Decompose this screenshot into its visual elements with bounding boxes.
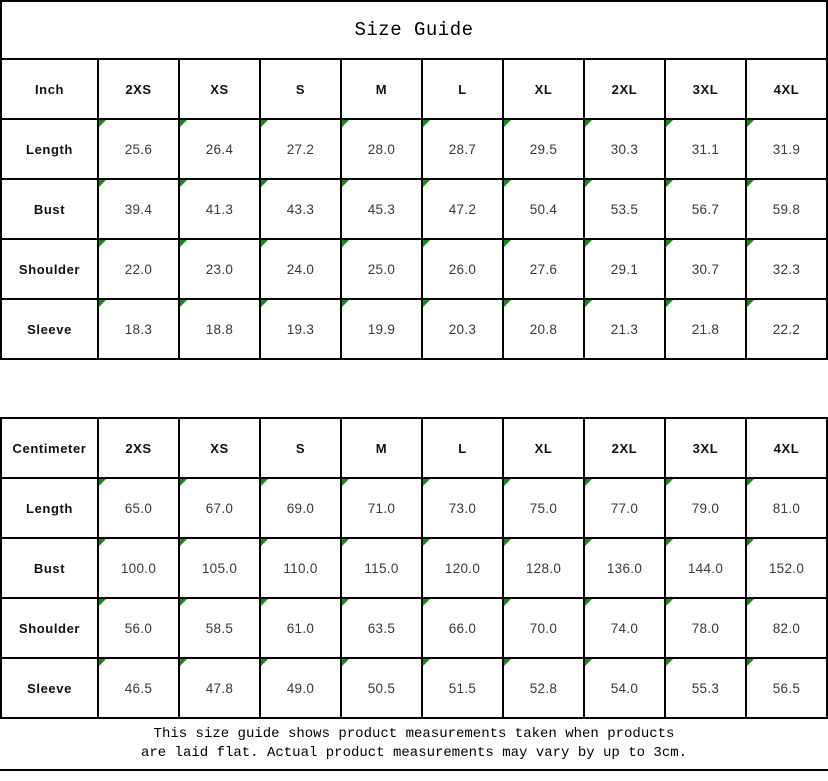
value-cell: [98, 119, 179, 179]
value-cell: [503, 478, 584, 538]
cell-flag-marker: [423, 659, 430, 666]
value-cell: [422, 598, 503, 658]
cell-flag-marker: [261, 599, 268, 606]
cell-flag-marker: [585, 240, 592, 247]
value-text: 78.0: [691, 620, 720, 636]
page-title: Size Guide: [0, 0, 828, 58]
value-text: 58.5: [205, 620, 234, 636]
value-text: 41.3: [205, 201, 234, 217]
value-text: 20.8: [529, 321, 558, 337]
value-text: 43.3: [286, 201, 315, 217]
cell-flag-marker: [180, 539, 187, 546]
cell-flag-marker: [585, 539, 592, 546]
value-cell: [584, 299, 665, 359]
value-text: 56.5: [772, 680, 801, 696]
value-text: 55.3: [691, 680, 720, 696]
value-text: 136.0: [606, 560, 643, 576]
size-header-cell: XL: [503, 418, 584, 478]
value-text: 18.3: [124, 321, 153, 337]
value-cell: [665, 598, 746, 658]
value-cell: [746, 478, 827, 538]
value-cell: [260, 119, 341, 179]
cell-flag-marker: [261, 120, 268, 127]
row-label-cell: Shoulder: [1, 598, 98, 658]
cell-flag-marker: [99, 300, 106, 307]
value-text: 19.3: [286, 321, 315, 337]
measurement-row: [1, 119, 827, 179]
cell-flag-marker: [99, 479, 106, 486]
value-cell: [341, 538, 422, 598]
value-cell: [503, 299, 584, 359]
value-text: 31.9: [772, 141, 801, 157]
value-cell: [584, 538, 665, 598]
value-cell: [260, 299, 341, 359]
value-text: 19.9: [367, 321, 396, 337]
value-cell: [179, 179, 260, 239]
size-header-cell: M: [341, 59, 422, 119]
value-cell: [260, 538, 341, 598]
value-text: 110.0: [283, 560, 318, 576]
value-text: 46.5: [124, 680, 153, 696]
value-cell: [665, 239, 746, 299]
cell-flag-marker: [666, 120, 673, 127]
cell-flag-marker: [423, 599, 430, 606]
value-text: 22.2: [772, 321, 801, 337]
value-cell: [665, 119, 746, 179]
value-cell: [422, 239, 503, 299]
value-cell: [584, 658, 665, 718]
cell-flag-marker: [504, 599, 511, 606]
value-cell: [746, 598, 827, 658]
cell-flag-marker: [585, 300, 592, 307]
value-text: 47.2: [448, 201, 477, 217]
cell-flag-marker: [747, 539, 754, 546]
value-cell: [179, 598, 260, 658]
value-text: 144.0: [687, 560, 724, 576]
value-cell: [260, 598, 341, 658]
value-text: 50.4: [529, 201, 558, 217]
size-header-cell: 3XL: [665, 418, 746, 478]
cell-flag-marker: [666, 240, 673, 247]
value-text: 56.0: [124, 620, 153, 636]
value-text: 39.4: [124, 201, 153, 217]
cell-flag-marker: [261, 180, 268, 187]
value-cell: [584, 478, 665, 538]
value-text: 49.0: [286, 680, 315, 696]
size-header-cell: 3XL: [665, 59, 746, 119]
size-header-cell: S: [260, 59, 341, 119]
value-cell: [584, 239, 665, 299]
cell-flag-marker: [342, 599, 349, 606]
cell-flag-marker: [261, 240, 268, 247]
cell-flag-marker: [180, 240, 187, 247]
value-text: 51.5: [448, 680, 477, 696]
unit-header-cell: Inch: [1, 59, 98, 119]
value-text: 63.5: [367, 620, 396, 636]
value-cell: [746, 299, 827, 359]
value-cell: [665, 658, 746, 718]
value-cell: [341, 179, 422, 239]
value-text: 50.5: [367, 680, 396, 696]
value-text: 70.0: [529, 620, 558, 636]
size-header-row: [1, 418, 827, 478]
size-header-cell: XS: [179, 59, 260, 119]
value-cell: [746, 119, 827, 179]
value-cell: [584, 598, 665, 658]
size-header-cell: M: [341, 418, 422, 478]
value-text: 45.3: [367, 201, 396, 217]
value-cell: [584, 119, 665, 179]
value-cell: [422, 299, 503, 359]
cell-flag-marker: [423, 539, 430, 546]
value-cell: [503, 598, 584, 658]
value-text: 47.8: [205, 680, 234, 696]
size-header-row: [1, 59, 827, 119]
cell-flag-marker: [342, 300, 349, 307]
value-text: 24.0: [286, 261, 315, 277]
value-cell: [422, 658, 503, 718]
size-header-cell: XL: [503, 59, 584, 119]
footer-line-1: This size guide shows product measurements taken when products: [153, 726, 675, 742]
value-cell: [179, 538, 260, 598]
row-label-cell: Sleeve: [1, 299, 98, 359]
row-label-cell: Bust: [1, 538, 98, 598]
size-header-cell: 2XS: [98, 418, 179, 478]
cell-flag-marker: [342, 659, 349, 666]
value-text: 81.0: [772, 500, 801, 516]
value-cell: [98, 658, 179, 718]
size-header-cell: 2XL: [584, 59, 665, 119]
value-cell: [98, 179, 179, 239]
value-text: 54.0: [610, 680, 639, 696]
cell-flag-marker: [747, 659, 754, 666]
unit-header-cell: Centimeter: [1, 418, 98, 478]
cell-flag-marker: [585, 180, 592, 187]
size-header-cell: XS: [179, 418, 260, 478]
cell-flag-marker: [585, 659, 592, 666]
value-cell: [746, 538, 827, 598]
inch-size-table: [0, 58, 828, 360]
cell-flag-marker: [504, 659, 511, 666]
value-cell: [341, 478, 422, 538]
value-text: 25.6: [124, 141, 153, 157]
cell-flag-marker: [261, 539, 268, 546]
value-cell: [422, 538, 503, 598]
row-label-cell: Length: [1, 478, 98, 538]
cell-flag-marker: [423, 240, 430, 247]
value-text: 100.0: [120, 560, 157, 576]
footer-line-2: are laid flat. Actual product measurements may vary by up to 3cm.: [140, 745, 688, 761]
cell-flag-marker: [342, 120, 349, 127]
cell-flag-marker: [99, 539, 106, 546]
cell-flag-marker: [747, 300, 754, 307]
value-text: 28.7: [448, 141, 477, 157]
value-text: 75.0: [529, 500, 558, 516]
centimeter-size-table: [0, 417, 828, 719]
value-text: 23.0: [205, 261, 234, 277]
value-cell: [665, 299, 746, 359]
value-cell: [341, 119, 422, 179]
value-text: 69.0: [286, 500, 315, 516]
value-cell: [503, 239, 584, 299]
cell-flag-marker: [99, 240, 106, 247]
value-text: 105.0: [201, 560, 238, 576]
value-cell: [98, 478, 179, 538]
table-gap: [0, 360, 828, 417]
cell-flag-marker: [180, 300, 187, 307]
value-cell: [179, 119, 260, 179]
value-text: 22.0: [124, 261, 153, 277]
size-header-cell: S: [260, 418, 341, 478]
value-text: 65.0: [124, 500, 153, 516]
cell-flag-marker: [180, 599, 187, 606]
value-cell: [503, 538, 584, 598]
value-text: 25.0: [367, 261, 396, 277]
value-text: 61.0: [286, 620, 315, 636]
cell-flag-marker: [504, 539, 511, 546]
value-cell: [341, 658, 422, 718]
row-label-cell: Bust: [1, 179, 98, 239]
value-cell: [98, 299, 179, 359]
value-cell: [341, 598, 422, 658]
size-header-cell: L: [422, 59, 503, 119]
cell-flag-marker: [423, 180, 430, 187]
cell-flag-marker: [180, 659, 187, 666]
cell-flag-marker: [585, 599, 592, 606]
value-cell: [746, 179, 827, 239]
value-cell: [179, 478, 260, 538]
cell-flag-marker: [180, 120, 187, 127]
value-text: 74.0: [610, 620, 639, 636]
cell-flag-marker: [99, 120, 106, 127]
value-text: 152.0: [768, 560, 805, 576]
value-cell: [422, 179, 503, 239]
cell-flag-marker: [504, 479, 511, 486]
row-label-cell: Shoulder: [1, 239, 98, 299]
row-label-cell: Length: [1, 119, 98, 179]
value-cell: [503, 179, 584, 239]
value-cell: [260, 239, 341, 299]
value-cell: [665, 179, 746, 239]
cell-flag-marker: [504, 240, 511, 247]
cell-flag-marker: [747, 479, 754, 486]
value-cell: [179, 239, 260, 299]
cell-flag-marker: [342, 539, 349, 546]
value-text: 128.0: [525, 560, 562, 576]
cell-flag-marker: [99, 659, 106, 666]
value-cell: [98, 239, 179, 299]
value-text: 32.3: [772, 261, 801, 277]
value-cell: [422, 119, 503, 179]
value-cell: [98, 598, 179, 658]
cell-flag-marker: [666, 300, 673, 307]
value-cell: [341, 239, 422, 299]
cell-flag-marker: [261, 659, 268, 666]
cell-flag-marker: [504, 180, 511, 187]
cell-flag-marker: [666, 539, 673, 546]
cell-flag-marker: [747, 120, 754, 127]
cell-flag-marker: [747, 240, 754, 247]
value-cell: [260, 658, 341, 718]
value-text: 30.3: [610, 141, 639, 157]
value-text: 21.8: [691, 321, 720, 337]
value-cell: [179, 299, 260, 359]
value-text: 67.0: [205, 500, 234, 516]
value-cell: [260, 478, 341, 538]
size-header-cell: 2XS: [98, 59, 179, 119]
value-text: 71.0: [367, 500, 396, 516]
cell-flag-marker: [666, 599, 673, 606]
cell-flag-marker: [423, 300, 430, 307]
cell-flag-marker: [585, 479, 592, 486]
cell-flag-marker: [180, 479, 187, 486]
cell-flag-marker: [99, 180, 106, 187]
cell-flag-marker: [342, 240, 349, 247]
value-text: 28.0: [367, 141, 396, 157]
cell-flag-marker: [423, 120, 430, 127]
value-text: 82.0: [772, 620, 801, 636]
measurement-row: [1, 239, 827, 299]
size-header-cell: 4XL: [746, 418, 827, 478]
value-cell: [665, 478, 746, 538]
value-cell: [665, 538, 746, 598]
value-text: 27.6: [529, 261, 558, 277]
value-text: 26.0: [448, 261, 477, 277]
value-text: 56.7: [691, 201, 720, 217]
cell-flag-marker: [747, 599, 754, 606]
cell-flag-marker: [180, 180, 187, 187]
cell-flag-marker: [261, 300, 268, 307]
measurement-row: [1, 658, 827, 718]
value-text: 29.5: [529, 141, 558, 157]
footer-note: [0, 719, 828, 771]
value-cell: [341, 299, 422, 359]
measurement-row: [1, 179, 827, 239]
measurement-row: [1, 538, 827, 598]
value-cell: [260, 179, 341, 239]
value-text: 26.4: [205, 141, 234, 157]
cell-flag-marker: [342, 180, 349, 187]
value-cell: [422, 478, 503, 538]
value-text: 115.0: [364, 560, 399, 576]
value-text: 31.1: [691, 141, 720, 157]
value-text: 30.7: [691, 261, 720, 277]
value-text: 120.0: [444, 560, 481, 576]
cell-flag-marker: [504, 300, 511, 307]
cell-flag-marker: [747, 180, 754, 187]
value-cell: [179, 658, 260, 718]
measurement-row: [1, 299, 827, 359]
measurement-row: [1, 598, 827, 658]
size-header-cell: L: [422, 418, 503, 478]
value-text: 66.0: [448, 620, 477, 636]
value-cell: [746, 658, 827, 718]
cell-flag-marker: [666, 479, 673, 486]
cell-flag-marker: [666, 180, 673, 187]
value-text: 29.1: [610, 261, 639, 277]
cell-flag-marker: [504, 120, 511, 127]
value-cell: [503, 119, 584, 179]
cell-flag-marker: [261, 479, 268, 486]
cell-flag-marker: [99, 599, 106, 606]
cell-flag-marker: [423, 479, 430, 486]
measurement-row: [1, 478, 827, 538]
cell-flag-marker: [342, 479, 349, 486]
value-text: 59.8: [772, 201, 801, 217]
row-label-cell: Sleeve: [1, 658, 98, 718]
value-cell: [746, 239, 827, 299]
cell-flag-marker: [585, 120, 592, 127]
value-text: 20.3: [448, 321, 477, 337]
value-cell: [98, 538, 179, 598]
size-header-cell: 4XL: [746, 59, 827, 119]
value-text: 18.8: [205, 321, 234, 337]
value-text: 79.0: [691, 500, 720, 516]
value-text: 53.5: [610, 201, 639, 217]
cell-flag-marker: [666, 659, 673, 666]
value-text: 52.8: [529, 680, 558, 696]
value-text: 73.0: [448, 500, 477, 516]
value-cell: [503, 658, 584, 718]
value-text: 77.0: [610, 500, 639, 516]
value-text: 27.2: [286, 141, 315, 157]
value-cell: [584, 179, 665, 239]
size-header-cell: 2XL: [584, 418, 665, 478]
value-text: 21.3: [610, 321, 639, 337]
